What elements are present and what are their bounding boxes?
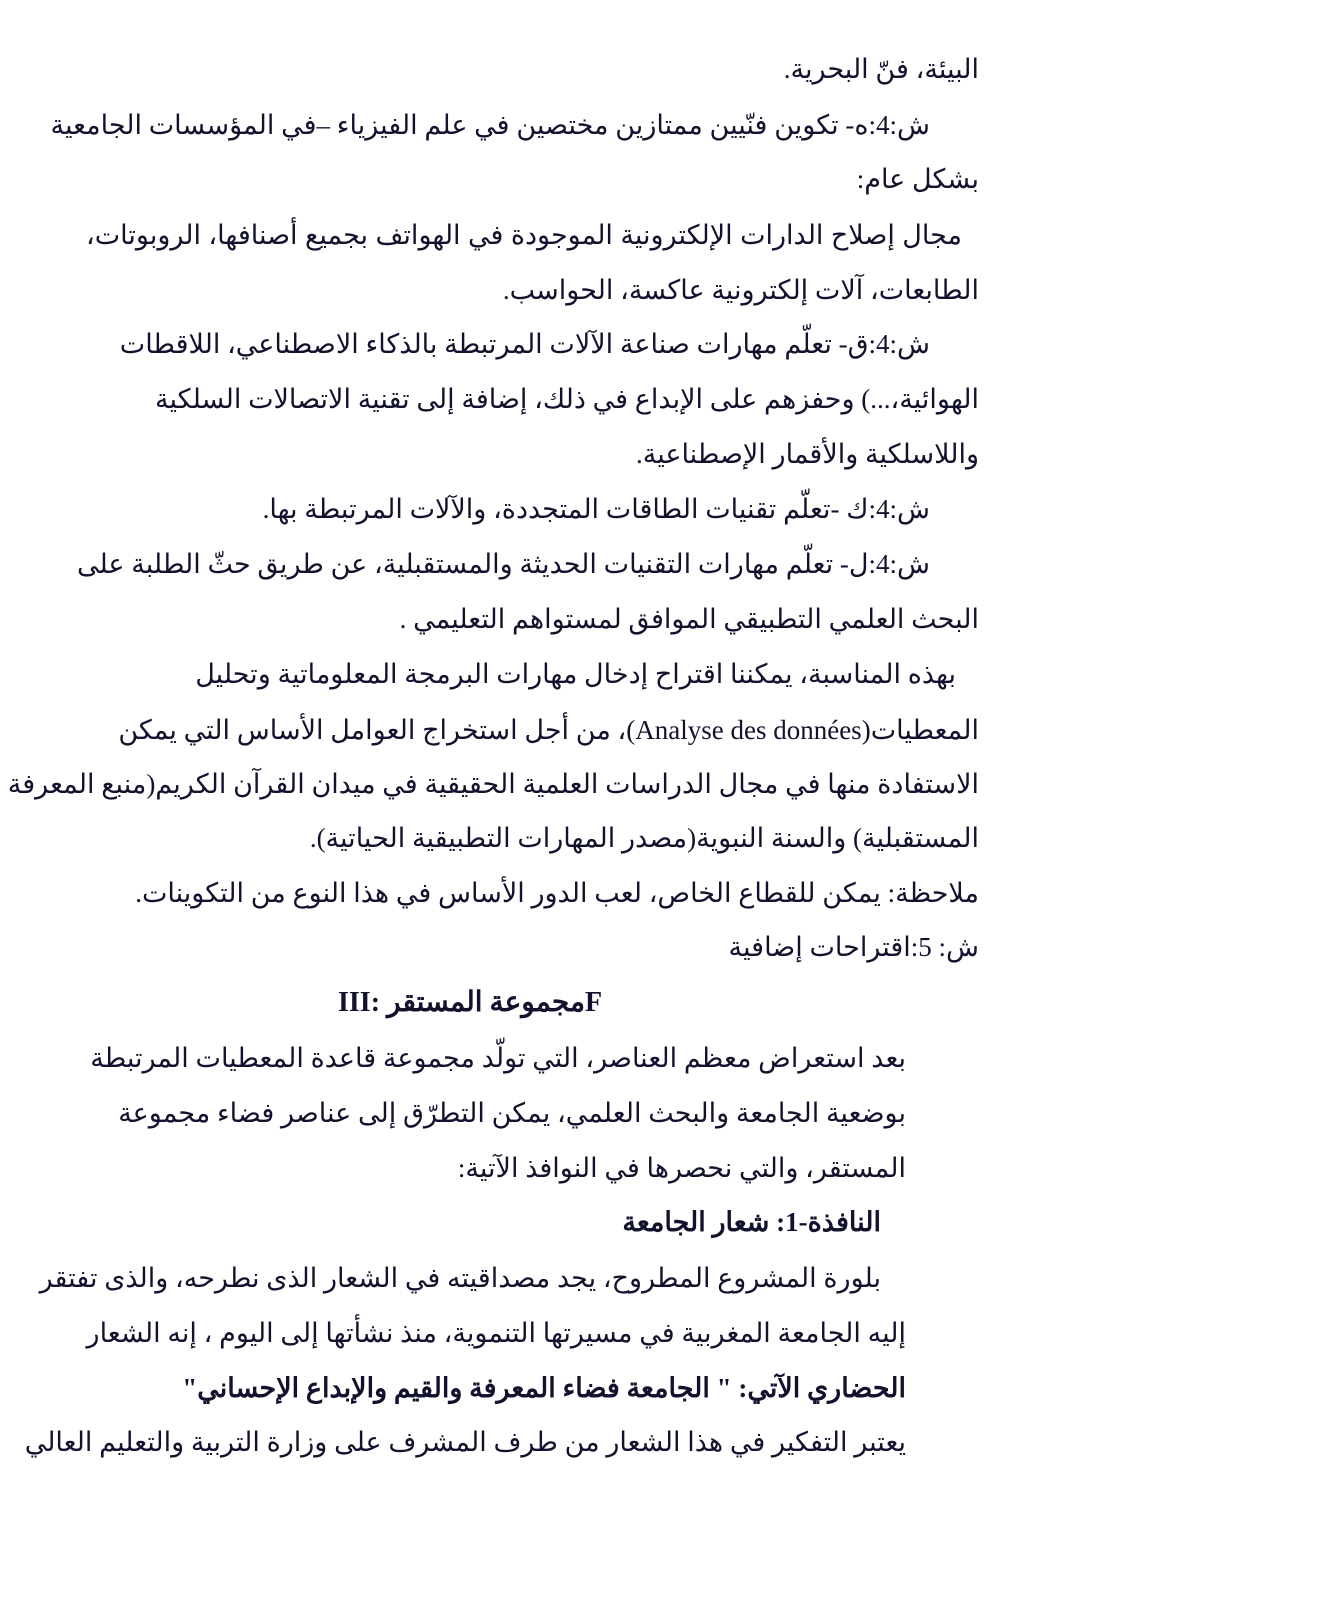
text-line-7: الهوائية،...) وحفزهم على الإبداع في ذلك، إضافة إلى تقنية الاتصالات السلكية: [155, 384, 979, 414]
text-line-11: البحث العلمي التطبيقي الموافق لمستواهم التعليمي .: [399, 604, 979, 634]
text-line-8: واللاسلكية والأقمار الإصطناعية.: [635, 439, 979, 469]
text-line-9: ش:4:ك -تعلّم تقنيات الطاقات المتجددة، والآلات المرتبطة بها.: [262, 494, 930, 524]
text-line-6: ش:4:ق- تعلّم مهارات صناعة الآلات المرتبطة بالذكاء الاصطناعي، اللاقطات: [119, 329, 930, 359]
subsection-heading: النافذة-1: شعار الجامعة: [622, 1207, 881, 1237]
text-line-13: المعطيات(Analyse des données)، من أجل استخراج العوامل الأساس التي يمكن: [118, 715, 979, 745]
text-line-3: بشكل عام:: [856, 164, 979, 194]
text-line-10: ش:4:ل- تعلّم مهارات التقنيات الحديثة والمستقبلية، عن طريق حثّ الطلبة على: [76, 549, 930, 579]
text-line-1: البيئة، فنّ البحرية.: [783, 54, 979, 84]
text-line-14: الاستفادة منها في مجال الدراسات العلمية الحقيقية في ميدان القرآن الكريم(منبع المعرفة: [7, 769, 979, 799]
text-line-4: مجال إصلاح الدارات الإلكترونية الموجودة في الهواتف بجميع أصنافها، الروبوتات،: [86, 220, 962, 250]
note-line: ملاحظة: يمكن للقطاع الخاص، لعب الدور الأساس في هذا النوع من التكوينات.: [135, 878, 979, 908]
text-line-24: إليه الجامعة المغربية في مسيرتها التنموية، منذ نشأتها إلى اليوم ، إنه الشعار: [86, 1318, 906, 1348]
text-line-17: ش: 5:اقتراحات إضافية: [728, 932, 979, 962]
text-line-12: بهذه المناسبة، يمكننا اقتراح إدخال مهارات البرمجة المعلوماتية وتحليل: [195, 659, 956, 689]
text-line-15: المستقبلية) والسنة النبوية(مصدر المهارات التطبيقية الحياتية).: [309, 823, 979, 853]
text-line-5: الطابعات، آلات إلكترونية عاكسة، الحواسب.: [502, 275, 979, 305]
text-line-19: بعد استعراض معظم العناصر، التي تولّد مجموعة قاعدة المعطيات المرتبطة: [90, 1043, 906, 1073]
text-line-26: يعتبر التفكير في هذا الشعار من طرف المشرف على وزارة التربية والتعليم العالي: [24, 1427, 906, 1457]
text-line-20: بوضعية الجامعة والبحث العلمي، يمكن التطرّق إلى عناصر فضاء مجموعة: [118, 1098, 906, 1128]
section-heading: III: مجموعة المستقرF: [338, 987, 603, 1018]
text-line-2: ش:4:ه- تكوين فنّيين ممتازين مختصين في علم الفيزياء –في المؤسسات الجامعية: [50, 110, 930, 140]
text-line-21: المستقر، والتي نحصرها في النوافذ الآتية:: [457, 1153, 906, 1183]
slogan-line: الحضاري الآتي: " الجامعة فضاء المعرفة والقيم والإبداع الإحساني": [182, 1373, 906, 1403]
text-line-23: بلورة المشروع المطروح، يجد مصداقيته في الشعار الذى نطرحه، والذى تفتقر: [39, 1263, 881, 1293]
